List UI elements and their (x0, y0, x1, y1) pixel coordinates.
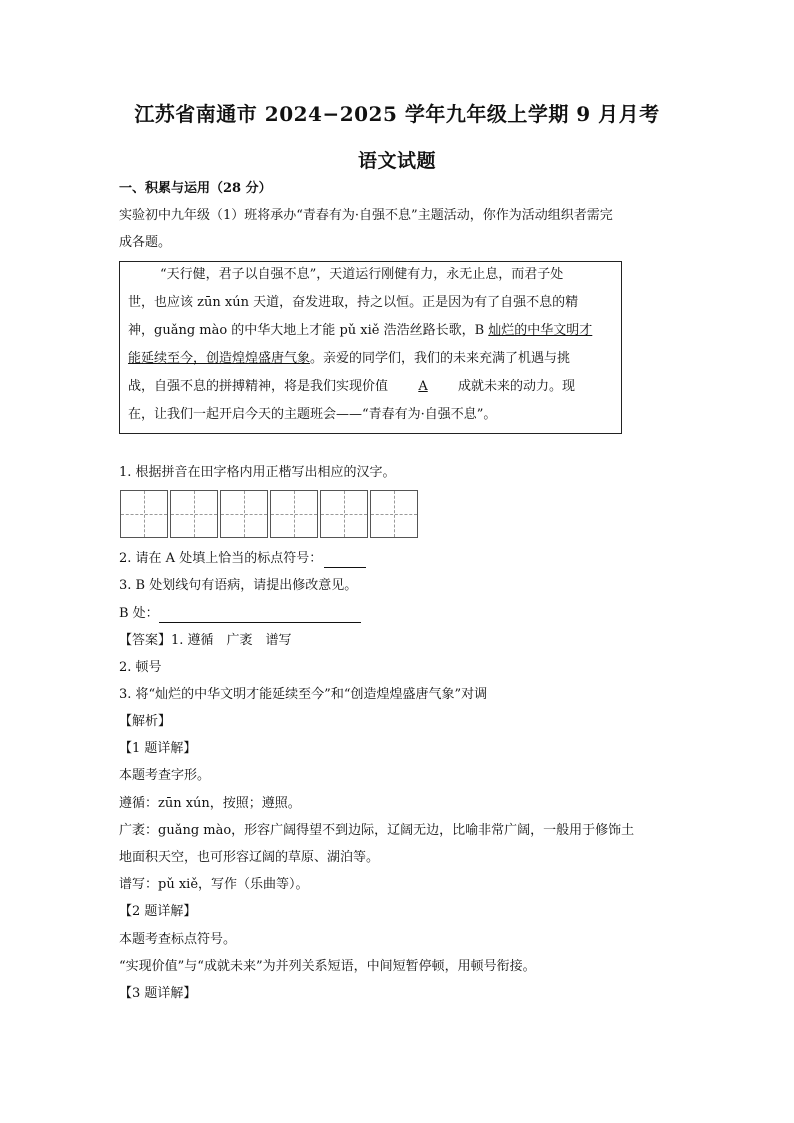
detail-1-item: 地面积天空，也可形容辽阔的草原、湖泊等。 (119, 850, 380, 865)
passage-text: 神，guǎng mào 的中华大地上才能 pǔ xiě 浩浩丝路长歌，B (128, 323, 489, 338)
detail-2-text: “实现价值”与“成就未来”为并列关系短语，中间短暂停顿，用顿号衔接。 (119, 959, 536, 974)
blank-a: A (418, 379, 428, 394)
tianzige-cell[interactable] (220, 490, 268, 538)
tianzige-cell[interactable] (170, 490, 218, 538)
underlined-sentence: 能延续至今，创造煌煌盛唐气象 (128, 351, 311, 366)
passage-line (128, 322, 592, 340)
detail-1-item: 广袤：guǎng mào，形容广阔得望不到边际，辽阔无边，比喻非常广阔，一般用于修饰土 (119, 823, 635, 838)
detail-1-heading: 【1 题详解】 (119, 741, 197, 756)
analysis-heading: 【解析】 (119, 714, 172, 729)
question-1: 1. 根据拼音在田字格内用正楷写出相应的汉字。 (119, 465, 396, 480)
answer-1 (119, 632, 292, 650)
tianzige-cell[interactable] (270, 490, 318, 538)
answer-label: 【答案】 (119, 633, 172, 648)
exam-title: 江苏省南通市 2024−2025 学年九年级上学期 9 月月考 (134, 102, 660, 126)
tianzige-grid (120, 490, 420, 538)
detail-2-intro: 本题考查标点符号。 (119, 932, 237, 947)
tianzige-cell[interactable] (120, 490, 168, 538)
intro-line-2: 成各题。 (119, 235, 172, 250)
answer-text: 1. 遵循 广袤 谱写 (171, 633, 292, 648)
passage-line: 在，让我们一起开启今天的主题班会——“青春有为·自强不息”。 (128, 407, 497, 422)
tianzige-cell[interactable] (320, 490, 368, 538)
answer-3: 3. 将“灿烂的中华文明才能延续至今”和“创造煌煌盛唐气象”对调 (119, 687, 488, 702)
passage-line: “天行健，君子以自强不息”，天道运行刚健有力，永无止息，而君子处 (160, 267, 564, 282)
question-3: 3. B 处划线句有语病，请提出修改意见。 (119, 578, 358, 593)
b-answer-line (119, 605, 361, 623)
question-2 (119, 550, 366, 568)
intro-line-1: 实验初中九年级（1）班将承办“青春有为·自强不息”主题活动，你作为活动组织者需完 (119, 208, 613, 223)
detail-1-item: 谱写：pǔ xiě，写作（乐曲等）。 (119, 877, 309, 892)
detail-1-intro: 本题考查字形。 (119, 768, 211, 783)
question-2-text: 2. 请在 A 处填上恰当的标点符号： (119, 551, 323, 566)
passage-line (128, 378, 575, 396)
passage-text: 战，自强不息的拼搏精神，将是我们实现价值 (128, 379, 389, 394)
answer-blank[interactable] (324, 551, 366, 568)
passage-text: 。亲爱的同学们，我们的未来充满了机遇与挑 (310, 351, 571, 366)
underlined-sentence: 灿烂的中华文明才 (488, 323, 593, 338)
detail-3-heading: 【3 题详解】 (119, 986, 197, 1001)
passage-line (128, 350, 570, 368)
detail-1-item: 遵循：zūn xún，按照；遵照。 (119, 796, 301, 811)
b-label: B 处： (119, 606, 159, 621)
exam-subtitle: 语文试题 (357, 150, 436, 172)
detail-2-heading: 【2 题详解】 (119, 904, 197, 919)
passage-box (119, 261, 622, 434)
passage-line: 世，也应该 zūn xún 天道，奋发进取，持之以恒。正是因为有了自强不息的精 (128, 295, 579, 310)
tianzige-cell[interactable] (370, 490, 418, 538)
passage-text: 成就未来的动力。现 (458, 379, 576, 394)
answer-2: 2. 顿号 (119, 660, 162, 675)
answer-blank[interactable] (159, 606, 361, 623)
section-heading: 一、积累与运用（28 分） (119, 181, 272, 196)
